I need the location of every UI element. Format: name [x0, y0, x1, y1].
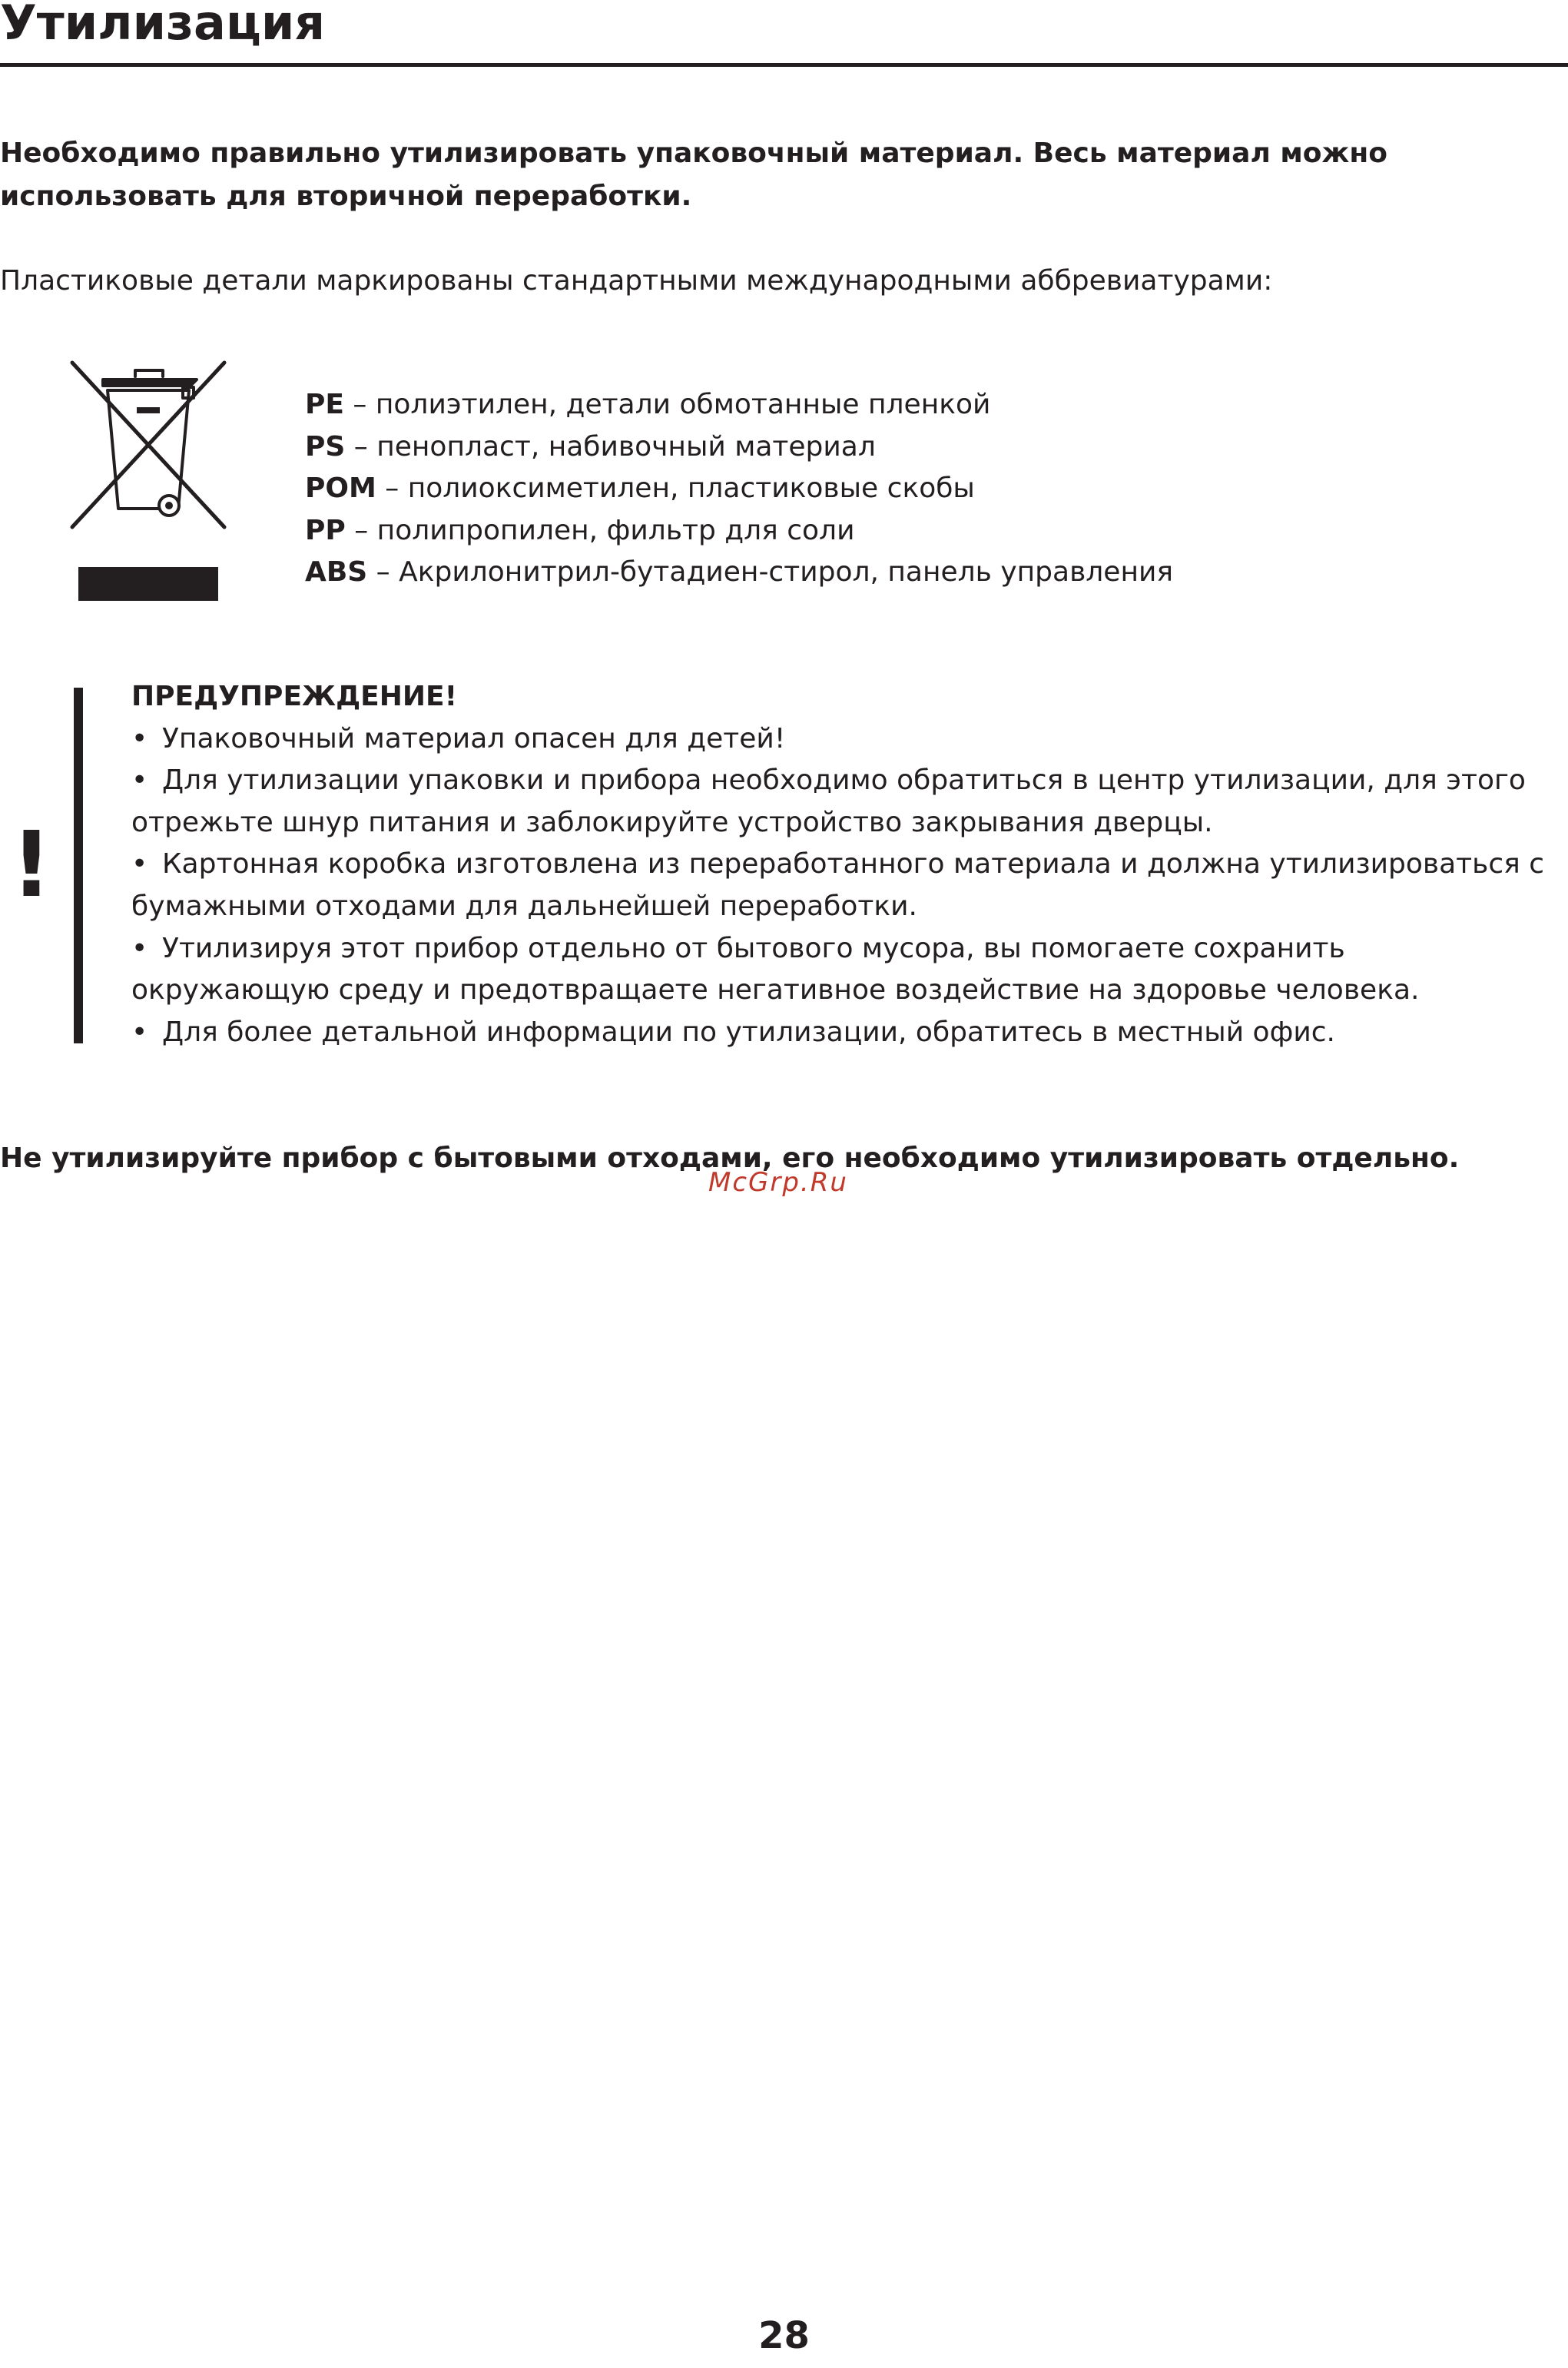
- warning-item: [131, 844, 1568, 927]
- warning-item-continuation: бумажными отходами для дальнейшей переработки.: [131, 890, 917, 922]
- abbreviation-item: [305, 384, 1173, 426]
- abbreviation-desc: – Акрилонитрил-бутадиен-стирол, панель управления: [367, 556, 1174, 589]
- bullet-icon: •: [131, 722, 148, 755]
- warning-title: ПРЕДУПРЕЖДЕНИЕ!: [131, 681, 458, 712]
- warning-list: [131, 718, 1568, 1054]
- page-title: Утилизация: [0, 0, 326, 51]
- abbreviation-code: ABS: [305, 556, 368, 589]
- crossed-out-wheelie-bin-icon: [68, 355, 229, 601]
- disposal-note: Не утилизируйте прибор с бытовыми отходами, его необходимо утилизировать отдельно.: [0, 1143, 1460, 1174]
- abbreviation-desc: – полипропилен, фильтр для соли: [345, 514, 855, 546]
- bullet-icon: •: [131, 932, 148, 964]
- abbreviation-code: PE: [305, 389, 344, 420]
- warning-item: [131, 760, 1568, 844]
- intro-line: Необходимо правильно утилизировать упаковочный материал. Весь материал можно: [0, 138, 1387, 169]
- warning-item-continuation: окружающую среду и предотвращаете негативное воздействие на здоровье человека.: [131, 974, 1420, 1007]
- warning-item-text: Картонная коробка изготовлена из переработанного материала и должна утилизироваться с: [162, 848, 1545, 881]
- abbreviation-item: [305, 552, 1173, 594]
- warning-item: [131, 1012, 1568, 1054]
- exclamation-icon: !: [11, 811, 52, 917]
- title-underline: [0, 63, 1568, 67]
- abbreviation-item: [305, 468, 1173, 510]
- abbreviation-code: PS: [305, 430, 346, 463]
- page-number: 28: [758, 2314, 810, 2357]
- plastics-intro-text: Пластиковые детали маркированы стандартными международными аббревиатурами:: [0, 265, 1273, 297]
- abbreviation-item: [305, 426, 1173, 469]
- bullet-icon: •: [131, 764, 148, 797]
- abbreviation-item: [305, 510, 1173, 552]
- warning-item: [131, 718, 1568, 761]
- abbreviation-code: PP: [305, 514, 346, 546]
- warning-block: [131, 676, 1568, 1053]
- warning-item-text: Для утилизации упаковки и прибора необходимо обратиться в центр утилизации, для этого: [162, 764, 1526, 797]
- warning-item: [131, 928, 1568, 1012]
- abbreviation-desc: – полиоксиметилен, пластиковые скобы: [376, 473, 975, 505]
- bullet-icon: •: [131, 1016, 148, 1048]
- watermark: McGrp.Ru: [708, 1167, 848, 1198]
- intro-paragraph: [0, 132, 1506, 218]
- intro-line: использовать для вторичной переработки.: [0, 181, 692, 212]
- warning-item-continuation: отрежьте шнур питания и заблокируйте устройство закрывания дверцы.: [131, 806, 1213, 838]
- abbreviation-list: [305, 384, 1173, 594]
- warning-side-bar: [74, 688, 83, 1043]
- weee-black-bar: [78, 567, 218, 601]
- bullet-icon: •: [131, 848, 148, 881]
- warning-item-text: Упаковочный материал опасен для детей!: [162, 722, 786, 755]
- abbreviation-desc: – полиэтилен, детали обмотанные пленкой: [343, 389, 991, 420]
- abbreviation-code: POM: [305, 473, 376, 505]
- warning-item-text: Для более детальной информации по утилизации, обратитесь в местный офис.: [162, 1016, 1335, 1048]
- abbreviation-desc: – пенопласт, набивочный материал: [345, 430, 876, 463]
- warning-item-text: Утилизируя этот прибор отдельно от бытового мусора, вы помогаете сохранить: [162, 932, 1345, 964]
